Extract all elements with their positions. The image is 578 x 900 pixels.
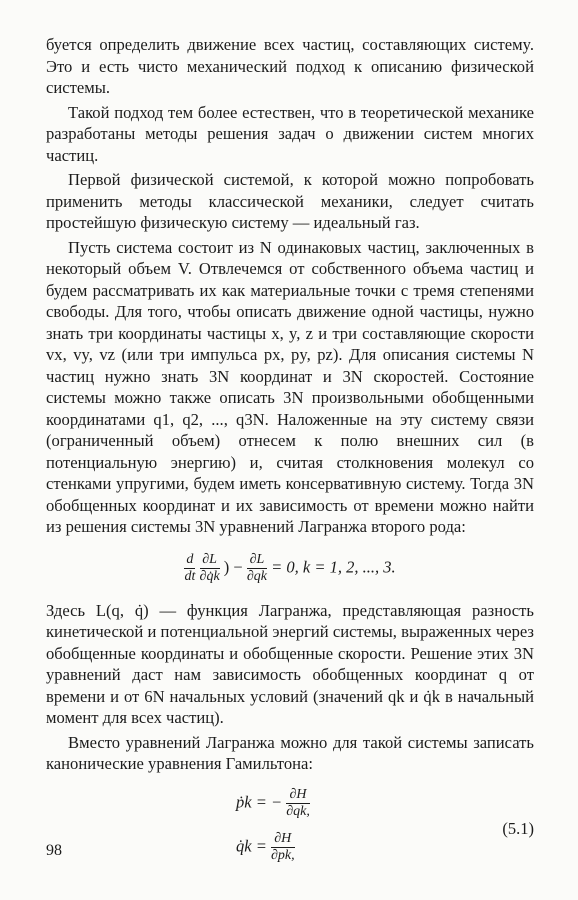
paragraph-5: Здесь L(q, q̇) — функция Лагранжа, представляющая разность кинетической и потенциальной энергий системы, выраженных через обобщенные координаты и обобщенные скорости. Решение этих 3N уравнений даст нам зависимость обобщенных координат q от времени и от 6N начальных условий (значений qk и q̇k в начальный момент для всех частиц). (46, 600, 534, 727)
lagrange-equation: $\frac{d}{dt}$ $\frac{\partial L}{\partial q̇k}$ ) − $\frac{\partial L}{\partial qk}$ = 0, k = 1, 2, ..., 3. (184, 551, 396, 584)
page-body (46, 34, 534, 873)
hamilton-equations (46, 781, 534, 873)
eq-d: d (186, 551, 194, 567)
eq-dt: dt (184, 568, 196, 584)
paragraph-4: Пусть система состоит из N одинаковых частиц, заключенных в некоторый объем V. Отвлечемся от собственного объема частиц и будем рассматривать их как материальные точки с тремя степенями свободы. Для того, чтобы описать движение одной частицы, нужно знать три координаты частицы x, y, z и три составляющие скорости vx, vy, vz (или три импульса px, py, pz). Для описания системы N частиц нужно знать 3N координат и 3N скоростей. Состояние системы можно также описать 3N произвольными обобщенными координатами q1, q2, ..., q3N. Наложенные на эту систему связи (ограниченный объем) отнесем к полю внешних сил (в потенциальную энергию) и, считая столкновения молекул со стенками упругими, будем иметь консервативную систему. Тогда 3N обобщенных координат и их зависимость от времени можно найти из решения системы 3N уравнений Лагранжа второго рода: (46, 237, 534, 536)
eq-dl: ∂L (200, 552, 220, 569)
hamilton-line-2: q̇k = $\frac{\partial H}{\partial pk,}$ (236, 830, 295, 863)
paragraph-2: Такой подход тем более естествен, что в теоретической механике разработаны методы решения задач о движении систем многих частиц. (46, 102, 534, 165)
eq-dqdot: ∂q̇k (199, 568, 220, 584)
paragraph-1: буется определить движение всех частиц, составляющих системy. Это и есть чисто механический подход к описанию физической системы. (46, 35, 534, 97)
page-number: 98 (46, 842, 62, 859)
paragraph-3: Первой физической системой, к которой можно попробовать применить методы классической механики, следует считать простейшую физическую систему — идеальный газ. (46, 170, 534, 232)
eq-dqk: ∂qk (246, 568, 267, 584)
eq-tail: = 0, k = 1, 2, ..., 3. (271, 556, 396, 576)
hamilton-line-1: ṗk = − $\frac{\partial H}{\partial qk,}$ (236, 786, 310, 819)
eq-dl-2: ∂L (247, 552, 267, 569)
paragraph-6: Вместо уравнений Лагранжа можно для такой системы записать канонические уравнения Гамильтона: (46, 732, 534, 773)
equation-number: (5.1) (502, 818, 534, 838)
